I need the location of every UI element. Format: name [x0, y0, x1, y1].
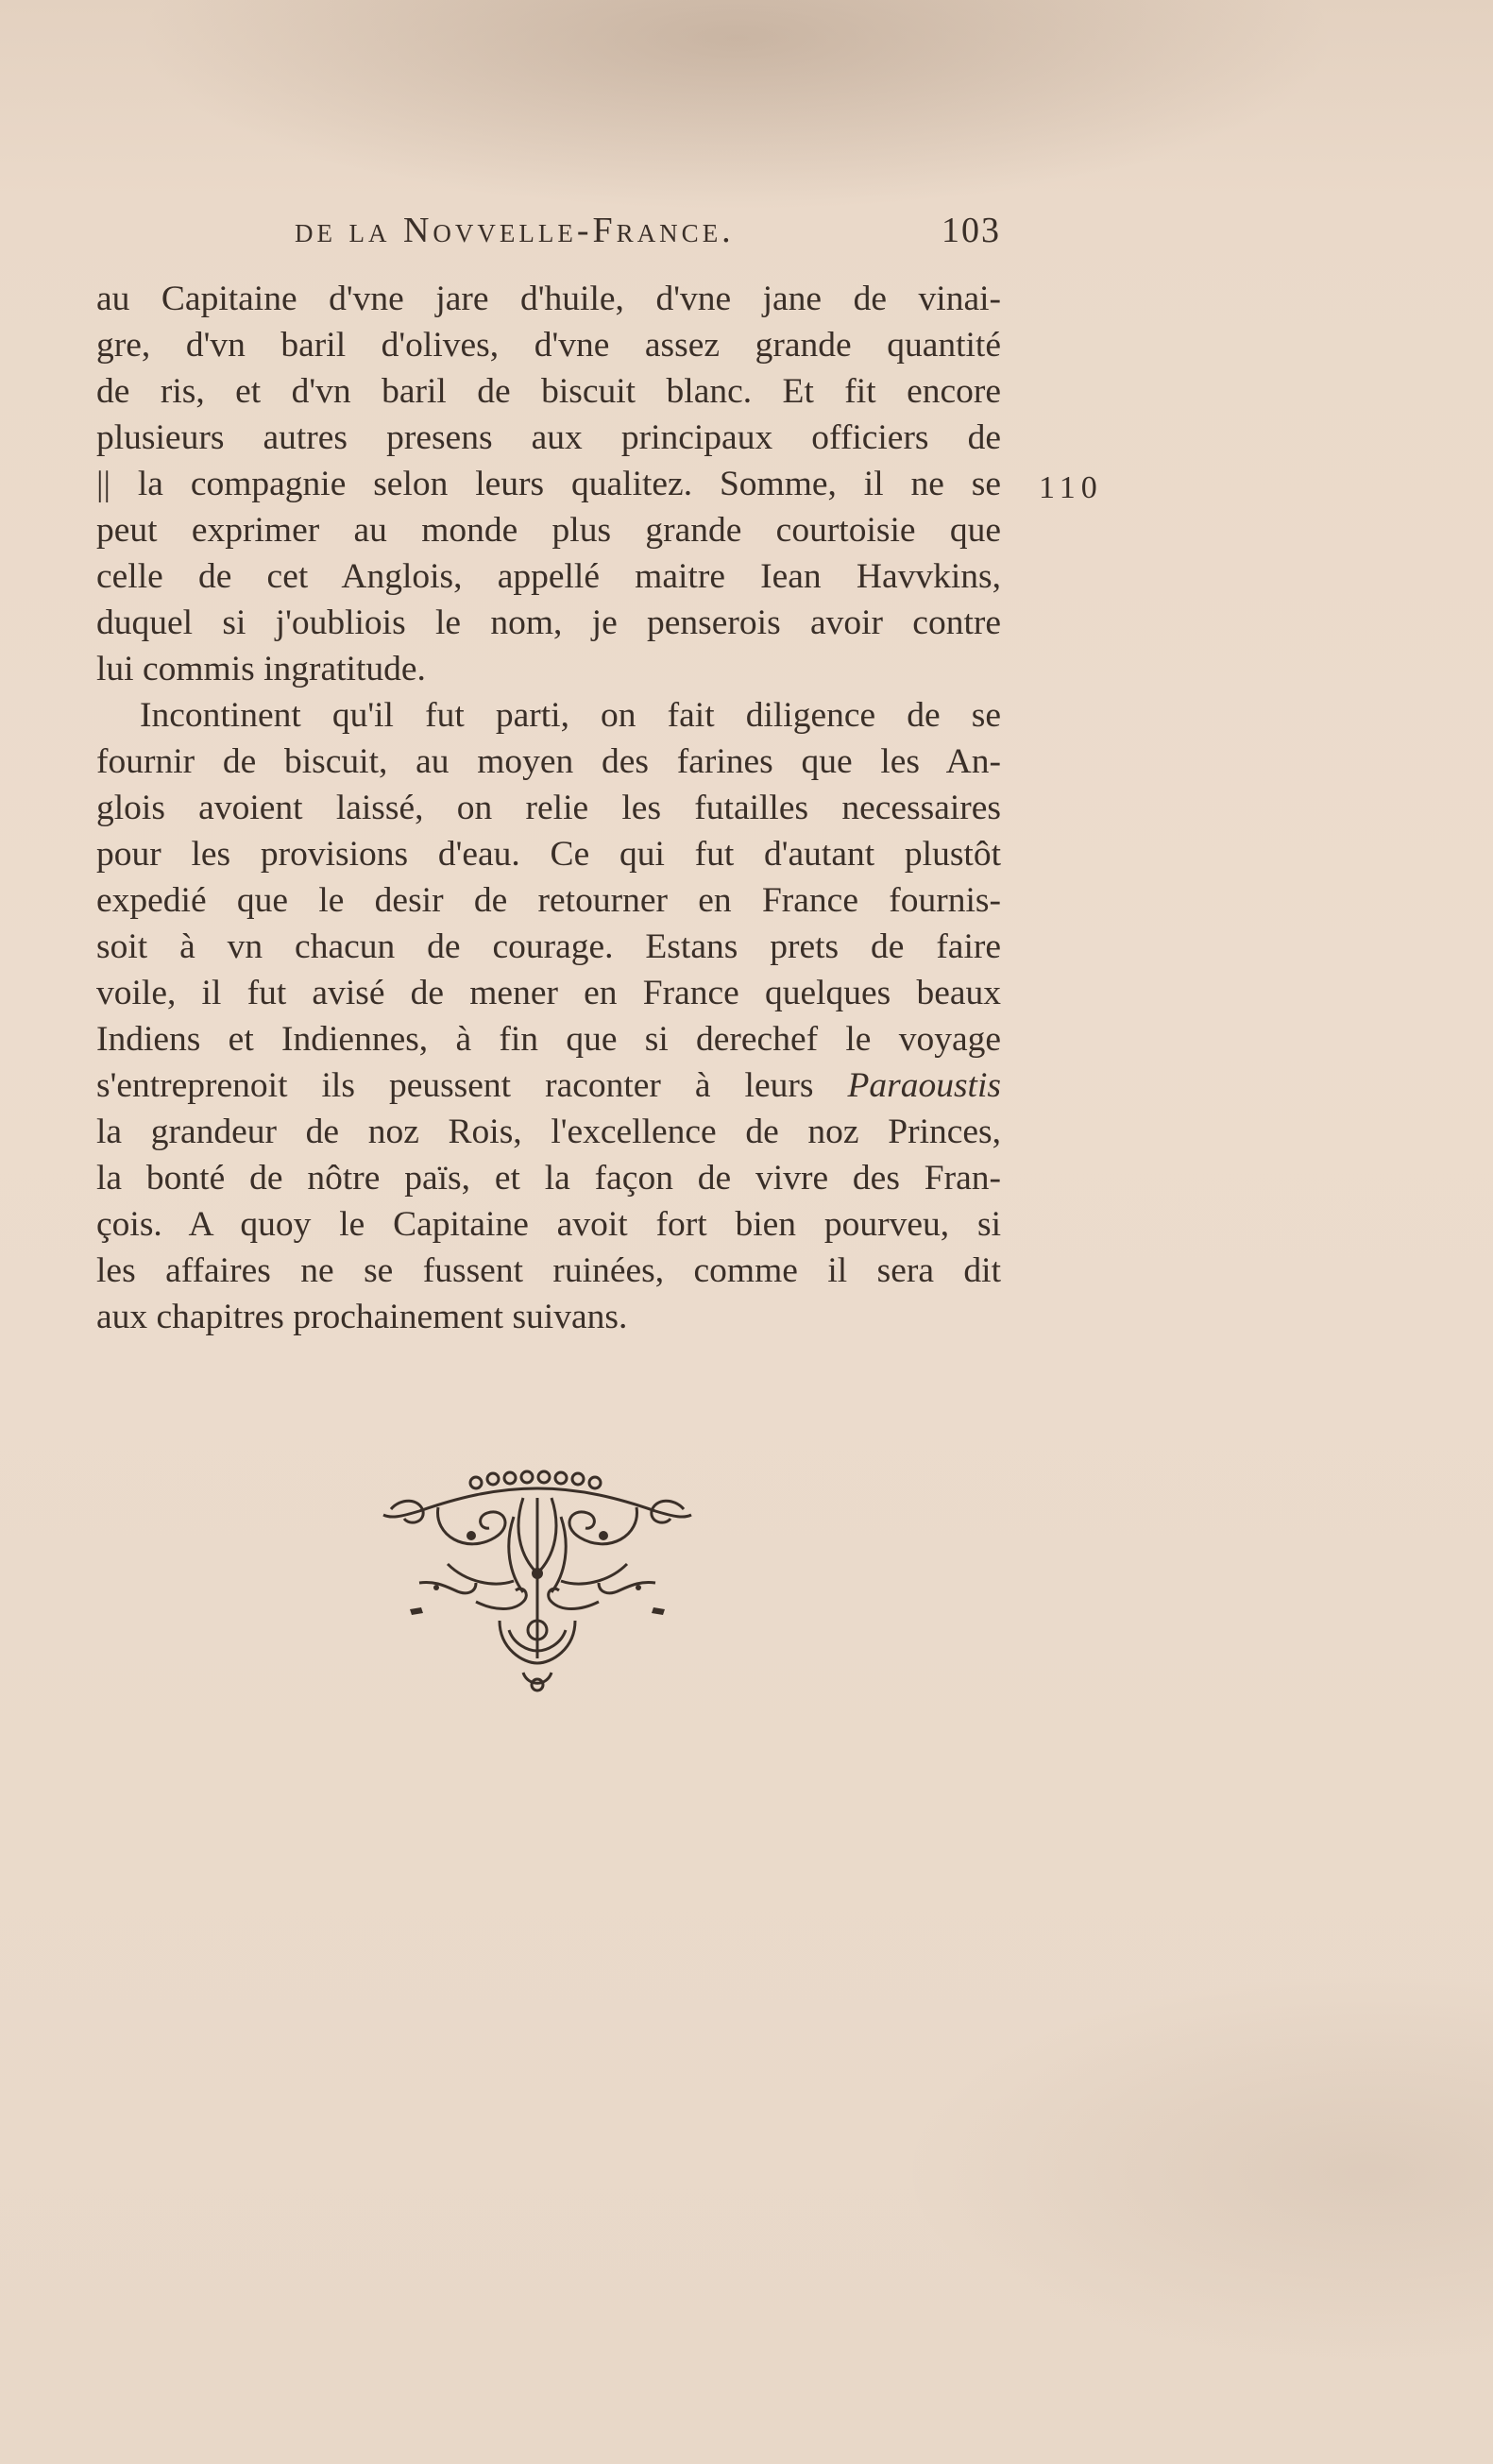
text-line: Indiens et Indiennes, à fin que si derechef le voyage — [96, 1020, 1001, 1059]
text-line: lui commis ingratitude. — [96, 650, 426, 688]
text-line: voile, il fut avisé de mener en France quelques beaux — [96, 974, 1001, 1012]
text-line: glois avoient laissé, on relie les futailles necessaires — [96, 789, 1001, 827]
text-line: peut exprimer au monde plus grande courtoisie que — [96, 511, 1001, 550]
text-line-start: s'entreprenoit ils peussent raconter à leurs — [96, 1066, 814, 1105]
running-head — [295, 210, 1012, 263]
text-line: les affaires ne se fussent ruinées, comme il sera dit — [96, 1251, 1001, 1290]
text-line: gre, d'vn baril d'olives, d'vne assez grande quantité — [96, 326, 1001, 365]
text-line: la bonté de nôtre païs, et la façon de vivre des Fran- — [96, 1159, 1001, 1198]
text-line: de ris, et d'vn baril de biscuit blanc. Et fit encore — [96, 372, 1001, 411]
italic-word: Paraoustis — [847, 1066, 1001, 1105]
page-number: 103 — [942, 211, 1001, 250]
text-line-with-italic — [96, 1062, 1001, 1109]
text-line: || la compagnie selon leurs qualitez. Somme, il ne se — [96, 465, 1001, 503]
body-text — [96, 276, 1001, 1340]
text-line: celle de cet Anglois, appellé maitre Iean Havvkins, — [96, 557, 1001, 596]
text-line: aux chapitres prochainement suivans. — [96, 1298, 628, 1336]
text-line: çois. A quoy le Capitaine avoit fort bien pourveu, si — [96, 1205, 1001, 1244]
text-line: plusieurs autres presens aux principaux officiers de — [96, 418, 1001, 457]
text-line: fournir de biscuit, au moyen des farines que les An- — [96, 742, 1001, 781]
cul-de-lampe-ornament — [382, 1470, 693, 1696]
running-title: de la Novvelle-France. — [295, 211, 735, 250]
text-line: expedié que le desir de retourner en France fournis- — [96, 881, 1001, 920]
text-line: Incontinent qu'il fut parti, on fait diligence de se — [140, 696, 1001, 735]
text-line: la grandeur de noz Rois, l'excellence de noz Princes, — [96, 1113, 1001, 1151]
text-line: duquel si j'oubliois le nom, je penserois avoir contre — [96, 603, 1001, 642]
text-line: soit à vn chacun de courage. Estans prets de faire — [96, 927, 1001, 966]
text-line: au Capitaine d'vne jare d'huile, d'vne jane de vinai- — [96, 280, 1001, 318]
margin-line-number: 110 — [1039, 470, 1103, 505]
text-line: pour les provisions d'eau. Ce qui fut d'autant plustôt — [96, 835, 1001, 874]
